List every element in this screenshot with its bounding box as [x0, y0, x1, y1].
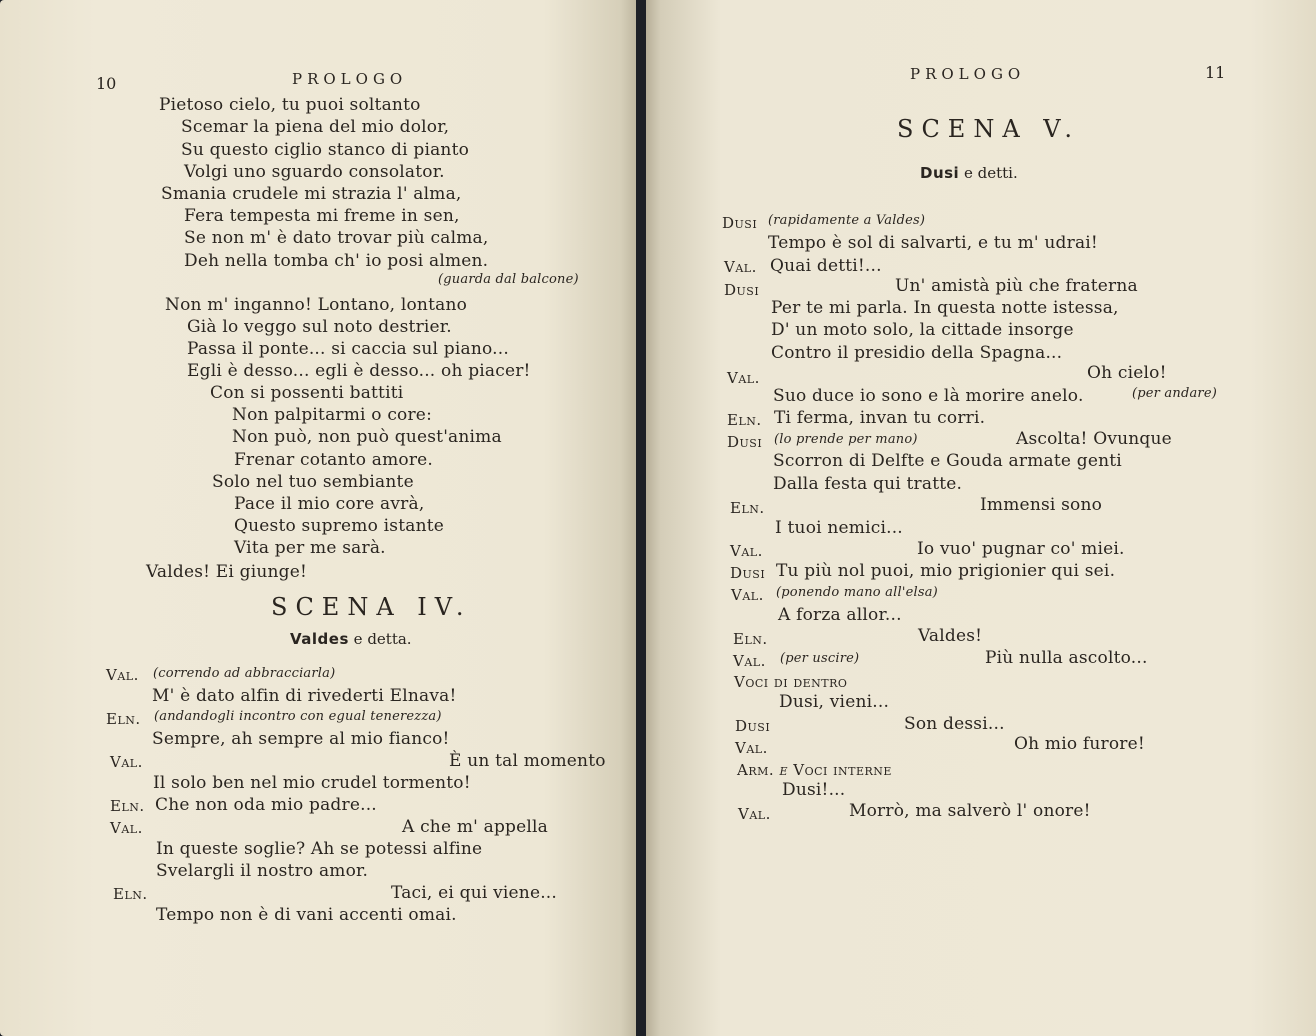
- page-number-left: 10: [96, 74, 117, 93]
- speaker-label: Val.: [730, 542, 763, 560]
- stage-direction: (rapidamente a Valdes): [768, 213, 926, 228]
- dialogue-line: I tuoi nemici...: [775, 518, 903, 538]
- dialogue-line: A che m' appella: [402, 817, 548, 837]
- dialogue-line: Ti ferma, invan tu corri.: [774, 408, 986, 428]
- verse-line: Egli è desso... egli è desso... oh piacer!: [187, 361, 531, 381]
- speaker-label: Val.: [724, 258, 757, 276]
- verse-line: Con si possenti battiti: [210, 383, 404, 403]
- dialogue-line: Oh cielo!: [1087, 363, 1167, 383]
- dialogue-line: Tempo è sol di salvarti, e tu m' udrai!: [768, 233, 1098, 253]
- verse-line: Deh nella tomba ch' io posi almen.: [184, 251, 489, 271]
- scene-title: SCENA IV.: [271, 593, 472, 621]
- speaker-label: Eln.: [733, 630, 768, 648]
- characters-rest: e detta.: [348, 630, 412, 648]
- verse-line: Questo supremo istante: [234, 516, 445, 536]
- scene-title: SCENA V.: [897, 115, 1081, 143]
- speaker-label: Val.: [110, 753, 143, 771]
- character-name: Dusi: [920, 164, 960, 182]
- dialogue-line: Morrò, ma salverò l' onore!: [849, 801, 1091, 821]
- verse-line: Se non m' è dato trovar più calma,: [184, 228, 489, 248]
- verse-line: Già lo veggo sul noto destrier.: [187, 317, 452, 337]
- dialogue-line: M' è dato alfin di rivederti Elnava!: [152, 686, 457, 706]
- dialogue-line: Taci, ei qui viene...: [391, 883, 558, 903]
- dialogue-line: Un' amistà più che fraterna: [895, 276, 1138, 296]
- speaker-label: [737, 760, 892, 780]
- dialogue-line: Ascolta! Ovunque: [1016, 429, 1172, 449]
- verse-line: Pace il mio core avrà,: [234, 494, 425, 514]
- speaker-label: Val.: [106, 666, 139, 684]
- verse-line: Vita per me sarà.: [234, 538, 386, 558]
- verse-line: Passa il ponte... si caccia sul piano...: [187, 339, 509, 359]
- dialogue-line: Più nulla ascolto...: [985, 648, 1148, 668]
- verse-line: Pietoso cielo, tu puoi soltanto: [159, 95, 421, 115]
- right-page: [640, 0, 1316, 1036]
- dialogue-line: Quai detti!...: [770, 256, 882, 276]
- dialogue-line: Dusi!...: [782, 780, 846, 800]
- speaker-voci: Voci interne: [793, 761, 892, 779]
- dialogue-line: Oh mio furore!: [1014, 734, 1145, 754]
- verse-line: Su questo ciglio stanco di pianto: [181, 140, 470, 160]
- scene-characters: [290, 630, 412, 648]
- scene-characters: [920, 164, 1018, 182]
- speaker-label: Val.: [727, 369, 760, 387]
- dialogue-line: A forza allor...: [778, 605, 902, 625]
- speaker-label: Eln.: [113, 885, 148, 903]
- verse-line: Non palpitarmi o core:: [232, 405, 432, 425]
- dialogue-line: In queste soglie? Ah se potessi alfine: [156, 839, 483, 859]
- page-number-right: 11: [1205, 63, 1226, 82]
- characters-rest: e detti.: [959, 164, 1018, 182]
- dialogue-line: Il solo ben nel mio crudel tormento!: [153, 773, 471, 793]
- speaker-label: Val.: [735, 739, 768, 757]
- speaker-label: Val.: [731, 586, 764, 604]
- dialogue-line: Valdes!: [918, 626, 983, 646]
- stage-direction: (per uscire): [780, 651, 860, 666]
- dialogue-line: Tu più nol puoi, mio prigionier qui sei.: [776, 561, 1116, 581]
- stage-direction: (per andare): [1132, 386, 1218, 401]
- speaker-label: Eln.: [727, 411, 762, 429]
- running-header-right: PROLOGO: [910, 65, 1026, 83]
- speaker-label: Dusi: [735, 717, 771, 735]
- dialogue-line: Che non oda mio padre...: [155, 795, 377, 815]
- dialogue-line: Svelargli il nostro amor.: [156, 861, 369, 881]
- speaker-label: Eln.: [730, 499, 765, 517]
- stage-direction: (guarda dal balcone): [438, 272, 579, 287]
- verse-line: Frenar cotanto amore.: [234, 450, 434, 470]
- dialogue-line: Son dessi...: [904, 714, 1005, 734]
- verse-line: Volgi uno sguardo consolator.: [184, 162, 445, 182]
- running-header-left: PROLOGO: [292, 70, 408, 88]
- dialogue-line: Immensi sono: [980, 495, 1103, 515]
- verse-line: Non può, non può quest'anima: [232, 427, 502, 447]
- dialogue-line: Io vuo' pugnar co' miei.: [917, 539, 1125, 559]
- verse-line: Solo nel tuo sembiante: [212, 472, 414, 492]
- speaker-label: Val.: [738, 805, 771, 823]
- verse-line: Scemar la piena del mio dolor,: [181, 117, 450, 137]
- speaker-label: Voci di dentro: [734, 673, 848, 691]
- speaker-arm: Arm.: [737, 761, 775, 779]
- verse-line: Fera tempesta mi freme in sen,: [184, 206, 460, 226]
- dialogue-line: Tempo non è di vani accenti omai.: [156, 905, 457, 925]
- speaker-label: Val.: [733, 652, 766, 670]
- character-name: Valdes: [290, 630, 349, 648]
- dialogue-line: Contro il presidio della Spagna...: [771, 343, 1063, 363]
- speaker-label: Dusi: [724, 281, 760, 299]
- stage-direction: (correndo ad abbracciarla): [153, 666, 336, 681]
- verse-line: Smania crudele mi strazia l' alma,: [161, 184, 462, 204]
- speaker-label: Val.: [110, 819, 143, 837]
- dialogue-line: Sempre, ah sempre al mio fianco!: [152, 729, 450, 749]
- speaker-label: Eln.: [106, 710, 141, 728]
- dialogue-line: D' un moto solo, la cittade insorge: [771, 320, 1074, 340]
- verse-line: Non m' inganno! Lontano, lontano: [165, 295, 468, 315]
- dialogue-line: È un tal momento: [449, 751, 606, 771]
- verse-line: Valdes! Ei giunge!: [146, 562, 308, 582]
- dialogue-line: Scorron di Delfte e Gouda armate genti: [773, 451, 1122, 471]
- stage-direction: (ponendo mano all'elsa): [776, 585, 938, 600]
- stage-direction: (andandogli incontro con egual tenerezza): [154, 709, 442, 724]
- speaker-label: Eln.: [110, 797, 145, 815]
- speaker-label: Dusi: [727, 433, 763, 451]
- dialogue-line: Per te mi parla. In questa notte istessa,: [771, 298, 1119, 318]
- dialogue-line: Dalla festa qui tratte.: [773, 474, 963, 494]
- dialogue-line: Dusi, vieni...: [779, 692, 890, 712]
- dialogue-line: Suo duce io sono e là morire anelo.: [773, 386, 1084, 406]
- speaker-label: Dusi: [722, 214, 758, 232]
- speaker-conj: e: [779, 761, 788, 779]
- speaker-label: Dusi: [730, 564, 766, 582]
- book-gutter: [636, 0, 646, 1036]
- stage-direction: (lo prende per mano): [774, 432, 918, 447]
